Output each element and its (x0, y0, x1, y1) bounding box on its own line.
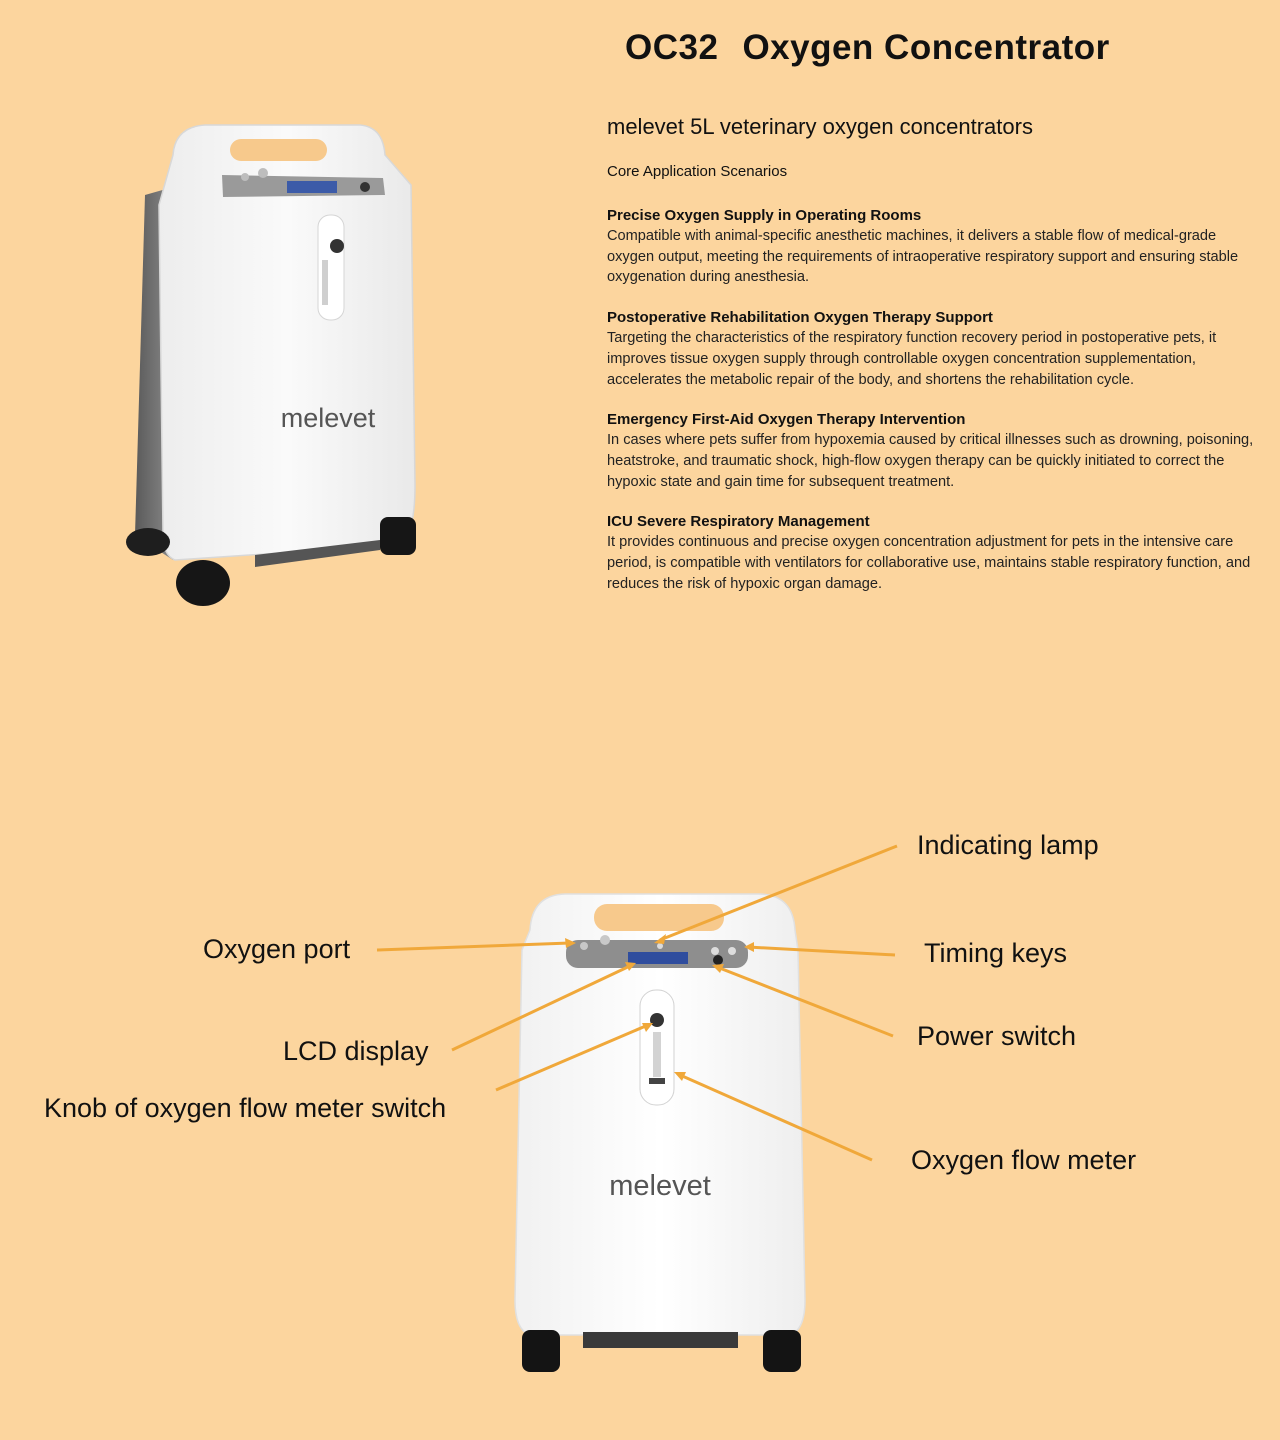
label-timing-keys: Timing keys (924, 938, 1068, 968)
callout-line-power-switch (717, 967, 893, 1036)
callout-line-timing-keys (748, 947, 895, 955)
callout-line-oxygen-port (377, 943, 570, 950)
product-name: Oxygen Concentrator (742, 28, 1110, 67)
label-indicating-lamp: Indicating lamp (917, 830, 1099, 860)
scenario-title: ICU Severe Respiratory Management (607, 513, 870, 531)
scenario-title: Postoperative Rehabilitation Oxygen Therapy Support (607, 309, 993, 327)
scenario-body: Compatible with animal-specific anesthetic machines, it delivers a stable flow of medical-grade oxygen output, meeting the requirements of intraoperative respiratory support and ensuring stable oxygenation during anesthesia. (607, 228, 1239, 286)
scenario-title: Precise Oxygen Supply in Operating Rooms (607, 207, 922, 224)
brand-logo: melevet (280, 403, 376, 433)
scenario-title: Emergency First-Aid Oxygen Therapy Intervention (607, 411, 966, 429)
label-oxygen-port: Oxygen port (203, 934, 351, 964)
callout-line-flow-meter (680, 1075, 872, 1160)
label-knob: Knob of oxygen flow meter switch (44, 1093, 447, 1123)
arrowhead-icon (565, 938, 576, 948)
scenario-body: In cases where pets suffer from hypoxemia caused by critical illnesses such as drowning, poisoning, heatstroke, and traumatic shock, high-flow oxygen therapy can be quickly initiated to correct the hypoxic state and gain time for subsequent treatment. (607, 432, 1254, 490)
callout-line-knob (496, 1025, 648, 1090)
label-lcd-display: LCD display (283, 1036, 429, 1066)
core-scenarios-heading: Core Application Scenarios (607, 163, 788, 180)
scenario-body: It provides continuous and precise oxygen concentration adjustment for pets in the intensive care period, is compatible with ventilators for collaborative use, maintains stable respiratory function, and reduces the risk of hypoxic organ damage. (607, 534, 1251, 592)
callout-line-lcd-display (452, 965, 632, 1050)
label-power-switch: Power switch (917, 1021, 1077, 1051)
product-subtitle: melevet 5L veterinary oxygen concentrators (607, 114, 1033, 139)
label-flow-meter: Oxygen flow meter (911, 1145, 1137, 1175)
arrowhead-icon (744, 942, 754, 952)
model-number: OC32 (625, 28, 719, 67)
scenario-body: Targeting the characteristics of the respiratory function recovery period in postoperative pets, it improves tissue oxygen supply through controllable oxygen concentration supplementation, accelerates the metabolic repair of the body, and shortens the rehabilitation cycle. (607, 330, 1217, 388)
brand-logo: melevet (609, 1170, 711, 1202)
arrowhead-icon (654, 934, 666, 944)
callout-line-indicating-lamp (660, 846, 897, 940)
